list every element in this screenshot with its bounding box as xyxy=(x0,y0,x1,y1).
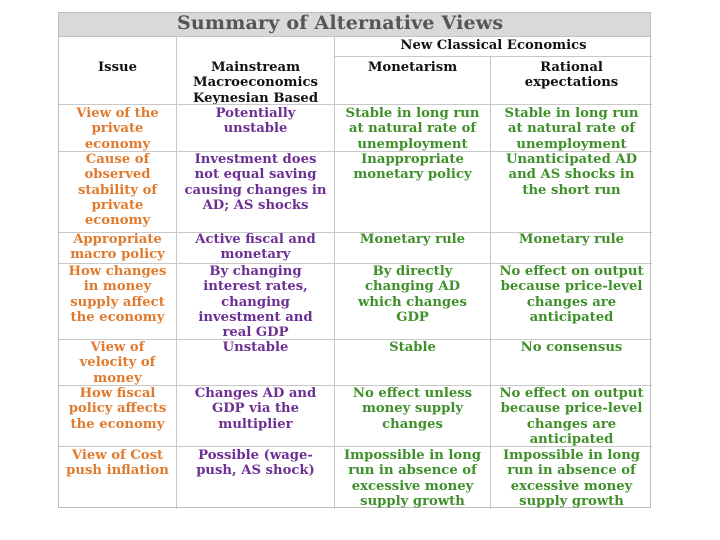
rational-expectations-cell: No consensus xyxy=(520,340,623,355)
rational-expectations-cell: Stable in long run at natural rate of unemployment xyxy=(504,106,639,151)
monetarism-cell: Inappropriate monetary policy xyxy=(353,152,472,183)
rational-expectations-cell: Monetary rule xyxy=(518,232,625,247)
rational-expectations-cell: No effect on output because price-level changes are anticipated xyxy=(499,386,644,446)
mainstream-cell: Investment does not equal saving causing changes in AD; AS shocks xyxy=(184,152,327,213)
row-divider xyxy=(59,104,652,105)
row-divider xyxy=(59,446,652,447)
title-bar xyxy=(59,13,650,37)
issue-cell: Cause of observed stability of private economy xyxy=(77,152,158,229)
issue-cell: How fiscal policy affects the economy xyxy=(68,386,167,432)
group-header-new-classical: New Classical Economics xyxy=(400,38,587,53)
mainstream-cell: Possible (wage- push, AS shock) xyxy=(196,448,315,479)
rational-expectations-cell: Impossible in long run in absence of excessive money supply growth xyxy=(502,448,640,509)
header-issue: Issue xyxy=(98,60,137,75)
mainstream-cell: By changing interest rates, changing investment and real GDP xyxy=(198,264,313,339)
monetarism-cell: No effect unless money supply changes xyxy=(352,386,473,432)
row-divider xyxy=(334,56,652,57)
issue-cell: View of Cost push inflation xyxy=(66,448,169,479)
mainstream-cell: Potentially unstable xyxy=(215,106,296,137)
page-title: Summary of Alternative Views xyxy=(177,12,504,34)
mainstream-cell: Changes AD and GDP via the multiplier xyxy=(194,386,317,432)
mainstream-cell: Active fiscal and monetary xyxy=(195,232,316,263)
issue-cell: Appropriate macro policy xyxy=(70,232,165,263)
rational-expectations-cell: Unanticipated AD and AS shocks in the short run xyxy=(505,152,638,198)
monetarism-cell: By directly changing AD which changes GDP xyxy=(358,264,467,325)
monetarism-cell: Impossible in long run in absence of excessive money supply growth xyxy=(343,448,481,509)
issue-cell: How changes in money supply affect the economy xyxy=(68,264,167,325)
comparison-table xyxy=(59,37,650,509)
monetarism-cell: Stable xyxy=(389,340,436,355)
mainstream-cell: Unstable xyxy=(222,340,289,355)
header-rational-expectations: Rational expectations xyxy=(524,60,619,91)
header-monetarism: Monetarism xyxy=(367,60,458,75)
monetarism-cell: Stable in long run at natural rate of unemployment xyxy=(345,106,480,151)
monetarism-cell: Monetary rule xyxy=(359,232,466,247)
header-mainstream: Mainstream Macroeconomics Keynesian Based xyxy=(192,60,319,104)
summary-table-frame xyxy=(58,12,651,508)
rational-expectations-cell: No effect on output because price-level changes are anticipated xyxy=(499,264,644,325)
issue-cell: View of the private economy xyxy=(76,106,159,151)
issue-cell: View of velocity of money xyxy=(79,340,156,385)
